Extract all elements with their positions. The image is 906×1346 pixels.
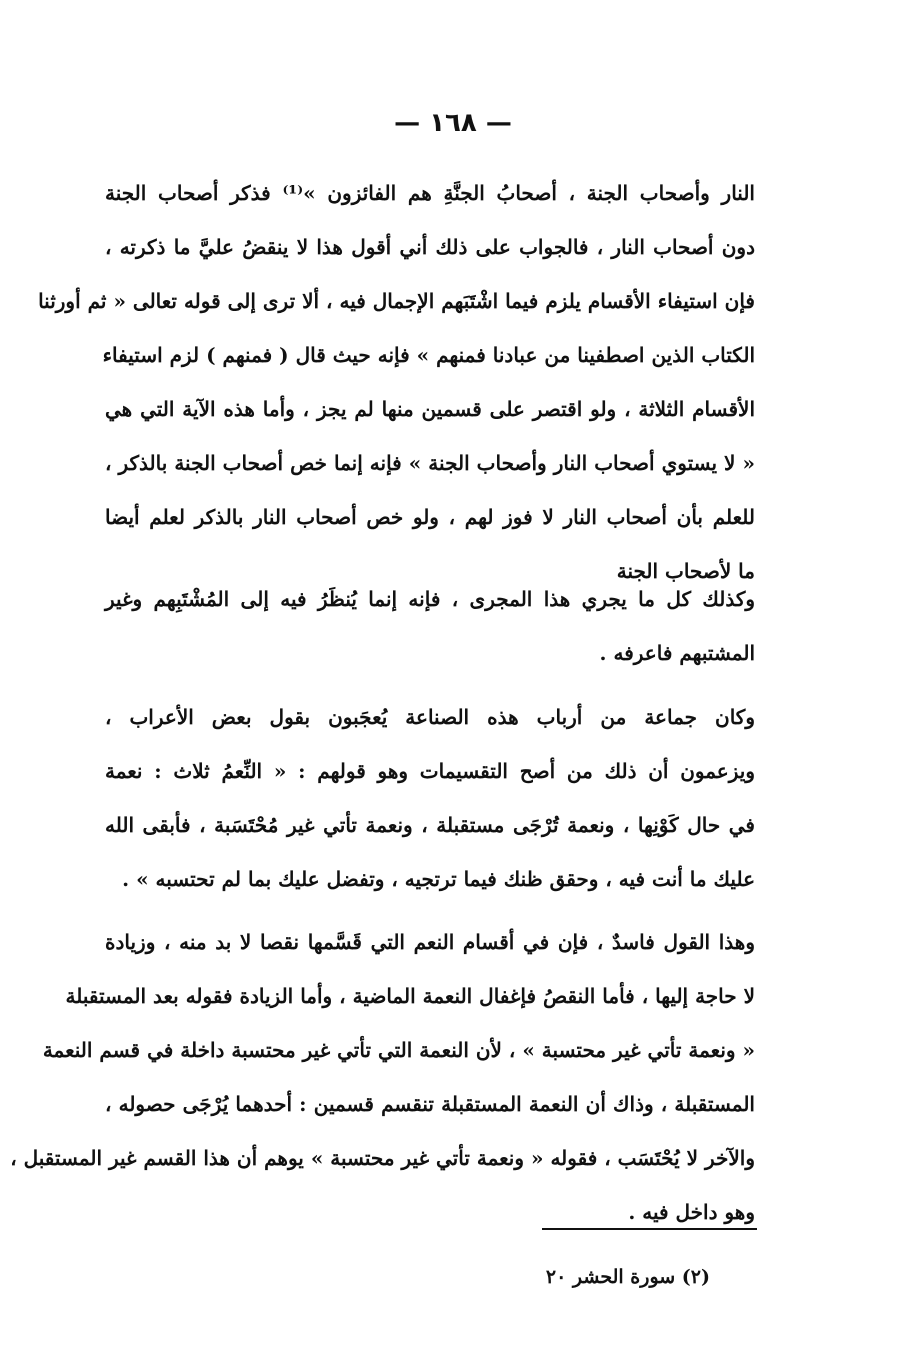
text-line: « لا يستوي أصحاب النار وأصحاب الجنة » فإنه إنما خص أصحاب الجنة بالذكر ، — [105, 451, 755, 475]
text-line: « ونعمة تأتي غير محتسبة » ، لأن النعمة التي تأتي غير محتسبة داخلة في قسم النعمة — [42, 1038, 755, 1062]
text-line: ويزعمون أن ذلك من أصح التقسيمات وهو قولهم : « النِّعمُ ثلاث : نعمة — [105, 759, 756, 783]
paragraph — [105, 572, 755, 680]
text-line: وكان جماعة من أرباب هذه الصناعة يُعجَبون بقول بعض الأعراب ، — [105, 705, 755, 729]
text-line: للعلم بأن أصحاب النار لا فوز لهم ، ولو خص أصحاب النار بالذكر لعلم أيضا — [105, 505, 755, 529]
paragraph — [38, 166, 755, 598]
text-line: والآخر لا يُحْتَسَب ، فقوله « ونعمة تأتي غير محتسبة » يوهم أن هذا القسم غير المستقبل ، — [10, 1146, 755, 1170]
text-line: المستقبلة ، وذاك أن النعمة المستقبلة تنقسم قسمين : أحدهما يُرْجَى حصوله ، — [105, 1092, 755, 1116]
text-line: ما لأصحاب الجنة — [616, 559, 755, 583]
paragraph — [105, 690, 755, 906]
text-line: وكذلك كل ما يجري هذا المجرى ، فإنه إنما يُنظَرُ فيه إلى المُشْتَبِهم وغير — [105, 587, 755, 611]
text-line: عليك ما أنت فيه ، وحقق ظنك فيما ترتجيه ، وتفضل عليك بما لم تحتسبه » . — [122, 867, 755, 891]
text-line: في حال كَوْنِها ، ونعمة تُرْجَى مستقبلة ، ونعمة تأتي غير مُحْتَسَبة ، فأبقى الله — [105, 813, 755, 837]
footnote-divider — [542, 1228, 757, 1230]
paragraph — [10, 915, 755, 1239]
text-line: وهو داخل فيه . — [628, 1200, 755, 1224]
text-line: الكتاب الذين اصطفينا من عبادنا فمنهم » فإنه حيث قال ( فمنهم ) لزم استيفاء — [102, 343, 755, 367]
text-line: الأقسام الثلاثة ، ولو اقتصر على قسمين منها لم يجز ، وأما هذه الآية التي هي — [105, 397, 755, 421]
text-line: دون أصحاب النار ، فالجواب على ذلك أني أقول هذا لا ينقضُ عليَّ ما ذكرته ، — [105, 235, 755, 259]
footnote: (٢) سورة الحشر ٢٠ — [545, 1266, 710, 1288]
text-line: لا حاجة إليها ، فأما النقصُ فإغفال النعمة الماضية ، وأما الزيادة فقوله بعد المستقبلة — [65, 984, 755, 1008]
text-line: فإن استيفاء الأقسام يلزم فيما اشْتَبَهم الإجمال فيه ، ألا ترى إلى قوله تعالى « ثم أورثنا — [38, 289, 755, 313]
text-line: النار وأصحاب الجنة ، أصحابُ الجنَّةِ هم الفائزون »⁽¹⁾ فذكر أصحاب الجنة — [105, 181, 755, 205]
page-number: — ١٦٨ — — [394, 108, 512, 138]
text-line: المشتبهم فاعرفه . — [599, 641, 755, 665]
text-line: وهذا القول فاسدٌ ، فإن في أقسام النعم التي قَسَّمها نقصا لا بد منه ، وزيادة — [105, 930, 755, 954]
